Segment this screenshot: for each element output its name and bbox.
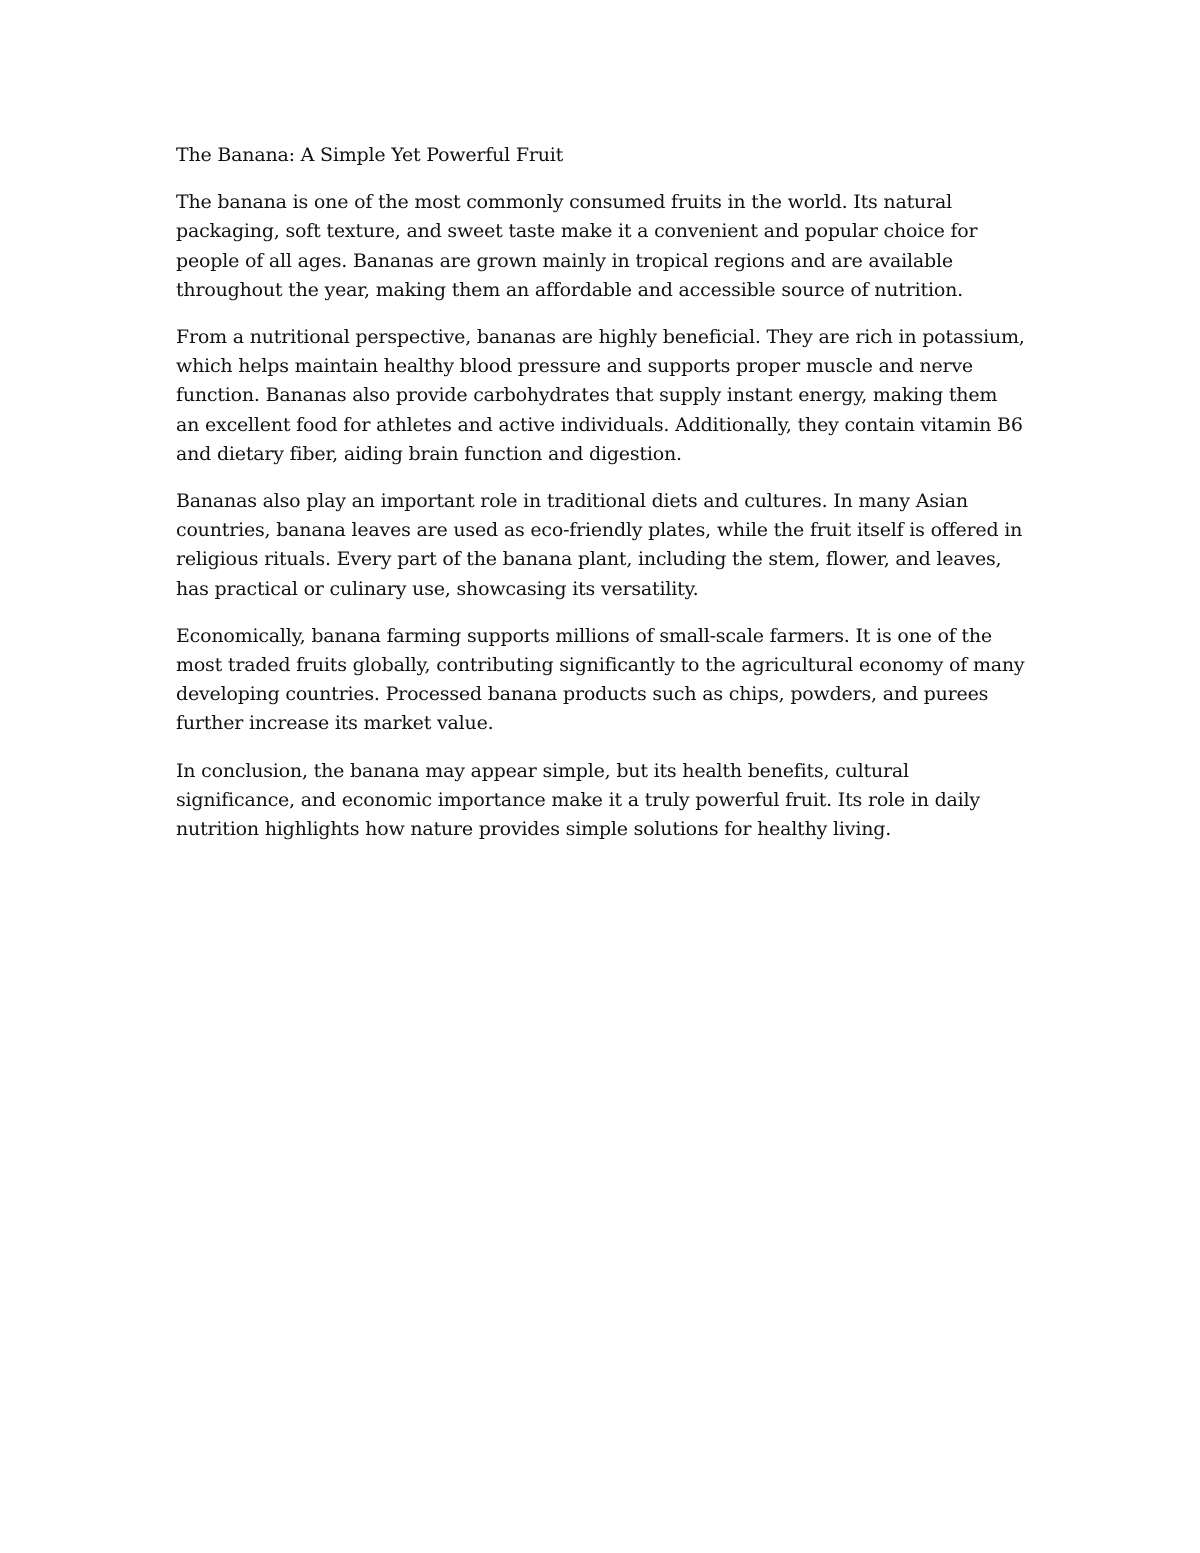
paragraph-nutrition: From a nutritional perspective, bananas are highly beneficial. They are rich in potassium, which helps maintain healthy blood pressure and supports proper muscle and nerve function. Bananas also provide carbohydrates that supply instant energy, making them an excellent food for athletes and active individuals. Additionally, they contain vitamin B6 and dietary fiber, aiding brain function and digestion. [176, 326, 1025, 465]
document-title: The Banana: A Simple Yet Powerful Fruit [176, 144, 564, 166]
paragraph-conclusion: In conclusion, the banana may appear simple, but its health benefits, cultural significance, and economic importance make it a truly powerful fruit. Its role in daily nutrition highlights how nature provides simple solutions for healthy living. [176, 759, 980, 841]
paragraph-culture: Bananas also play an important role in traditional diets and cultures. In many Asian countries, banana leaves are used as eco-friendly plates, while the fruit itself is offered in religious rituals. Every part of the banana plant, including the stem, flower, and leaves, has practical or culinary use, showcasing its versatility. [176, 490, 1023, 600]
paragraph-intro: The banana is one of the most commonly consumed fruits in the world. Its natural packaging, soft texture, and sweet taste make it a convenient and popular choice for people of all ages. Bananas are grown mainly in tropical regions and are available throughout the year, making them an affordable and accessible source of nutrition. [176, 191, 978, 301]
paragraph-economy: Economically, banana farming supports millions of small-scale farmers. It is one of the most traded fruits globally, contributing significantly to the agricultural economy of many developing countries. Processed banana products such as chips, powders, and purees further increase its market value. [176, 624, 1025, 735]
document-body [176, 141, 1026, 862]
